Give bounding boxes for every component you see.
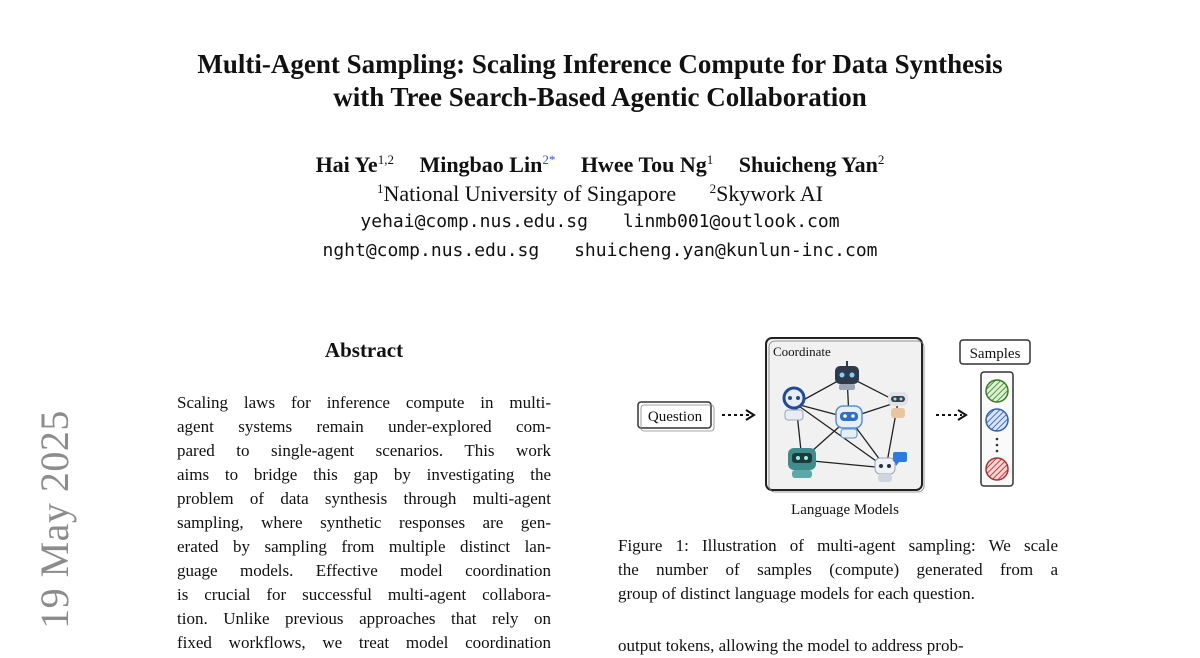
title-line-2: with Tree Search-Based Agentic Collaboration: [333, 82, 867, 112]
email-row-2: [100, 240, 1100, 261]
abstract-line: fixed workflows, we treat model coordination: [177, 633, 551, 652]
caption-line: group of distinct language models for each question.: [618, 584, 975, 603]
multi-agent-sampling-diagram: [630, 332, 1040, 522]
robot-icon: [788, 448, 816, 478]
arxiv-date-stamp: [30, 408, 78, 630]
abstract-line: guage models. Effective model coordination: [177, 561, 551, 580]
affiliation: [377, 181, 676, 207]
email-address: linmb001@outlook.com: [622, 211, 840, 232]
title-line-1: Multi-Agent Sampling: Scaling Inference Compute for Data Synthesis: [197, 49, 1003, 79]
body-text-line: output tokens, allowing the model to address prob-: [618, 636, 964, 655]
author-name: Hai Ye: [315, 152, 378, 177]
abstract-line: pared to single-agent scenarios. This work: [177, 441, 551, 460]
paper-title: [100, 48, 1100, 114]
affiliation: [710, 181, 823, 207]
abstract-line: tion. Unlike previous approaches that rely on: [177, 609, 551, 628]
author-name: Shuicheng Yan: [738, 152, 878, 177]
author-affiliation-mark: 1,2: [377, 152, 394, 167]
robot-icon: [784, 388, 804, 420]
figure-1-caption: [618, 534, 1058, 606]
author-list: [100, 152, 1100, 178]
affiliation-name: Skywork AI: [716, 181, 824, 206]
author-affiliation-mark: 2: [877, 152, 885, 167]
author-name: Mingbao Lin: [419, 152, 543, 177]
abstract-body: [177, 391, 551, 655]
affiliation-name: National University of Singapore: [383, 181, 677, 206]
affiliation-list: [100, 181, 1100, 207]
abstract-line: erated by sampling from multiple distinct lan-: [177, 537, 551, 556]
language-models-label: Language Models: [791, 502, 899, 518]
abstract-line: agent systems remain under-explored com-: [177, 417, 551, 436]
email-row-1: [100, 211, 1100, 232]
arrow-to-samples: [936, 410, 966, 420]
affiliation-mark: 1: [376, 181, 384, 196]
language-models-panel: [766, 338, 924, 492]
arrow-to-models: [722, 410, 754, 420]
author: [419, 152, 555, 178]
arxiv-date-text: 19 May 2025: [31, 409, 77, 629]
affiliation-mark: 2: [709, 181, 717, 196]
author-affiliation-mark: 1: [706, 152, 714, 167]
abstract-line: Scaling laws for inference compute in multi-: [177, 393, 551, 412]
abstract-line: aims to bridge this gap by investigating the: [177, 465, 551, 484]
caption-line: Figure 1: Illustration of multi-agent sampling: We scale: [618, 536, 1058, 555]
question-label: Question: [647, 409, 703, 425]
email-address: nght@comp.nus.edu.sg: [322, 240, 540, 261]
abstract-line: sampling, where synthetic responses are gen-: [177, 513, 551, 532]
author: [581, 152, 713, 178]
caption-line: the number of samples (compute) generated from a: [618, 560, 1058, 579]
coordinate-label: Coordinate: [773, 344, 831, 359]
author-affiliation-mark: 2*: [542, 152, 556, 167]
author: [316, 152, 394, 178]
question-node: [638, 402, 714, 431]
email-address: shuicheng.yan@kunlun-inc.com: [574, 240, 878, 261]
author-name: Hwee Tou Ng: [580, 152, 707, 177]
abstract-line: problem of data synthesis through multi-agent: [177, 489, 551, 508]
email-address: yehai@comp.nus.edu.sg: [360, 211, 588, 232]
robot-icon: [888, 392, 908, 418]
abstract-heading: Abstract: [324, 338, 404, 362]
abstract-line: is crucial for successful multi-agent collabora-: [177, 585, 551, 604]
author: [739, 152, 885, 178]
figure-1: [630, 332, 1040, 522]
samples-label: Samples: [969, 346, 1021, 362]
samples-node: [960, 340, 1030, 486]
